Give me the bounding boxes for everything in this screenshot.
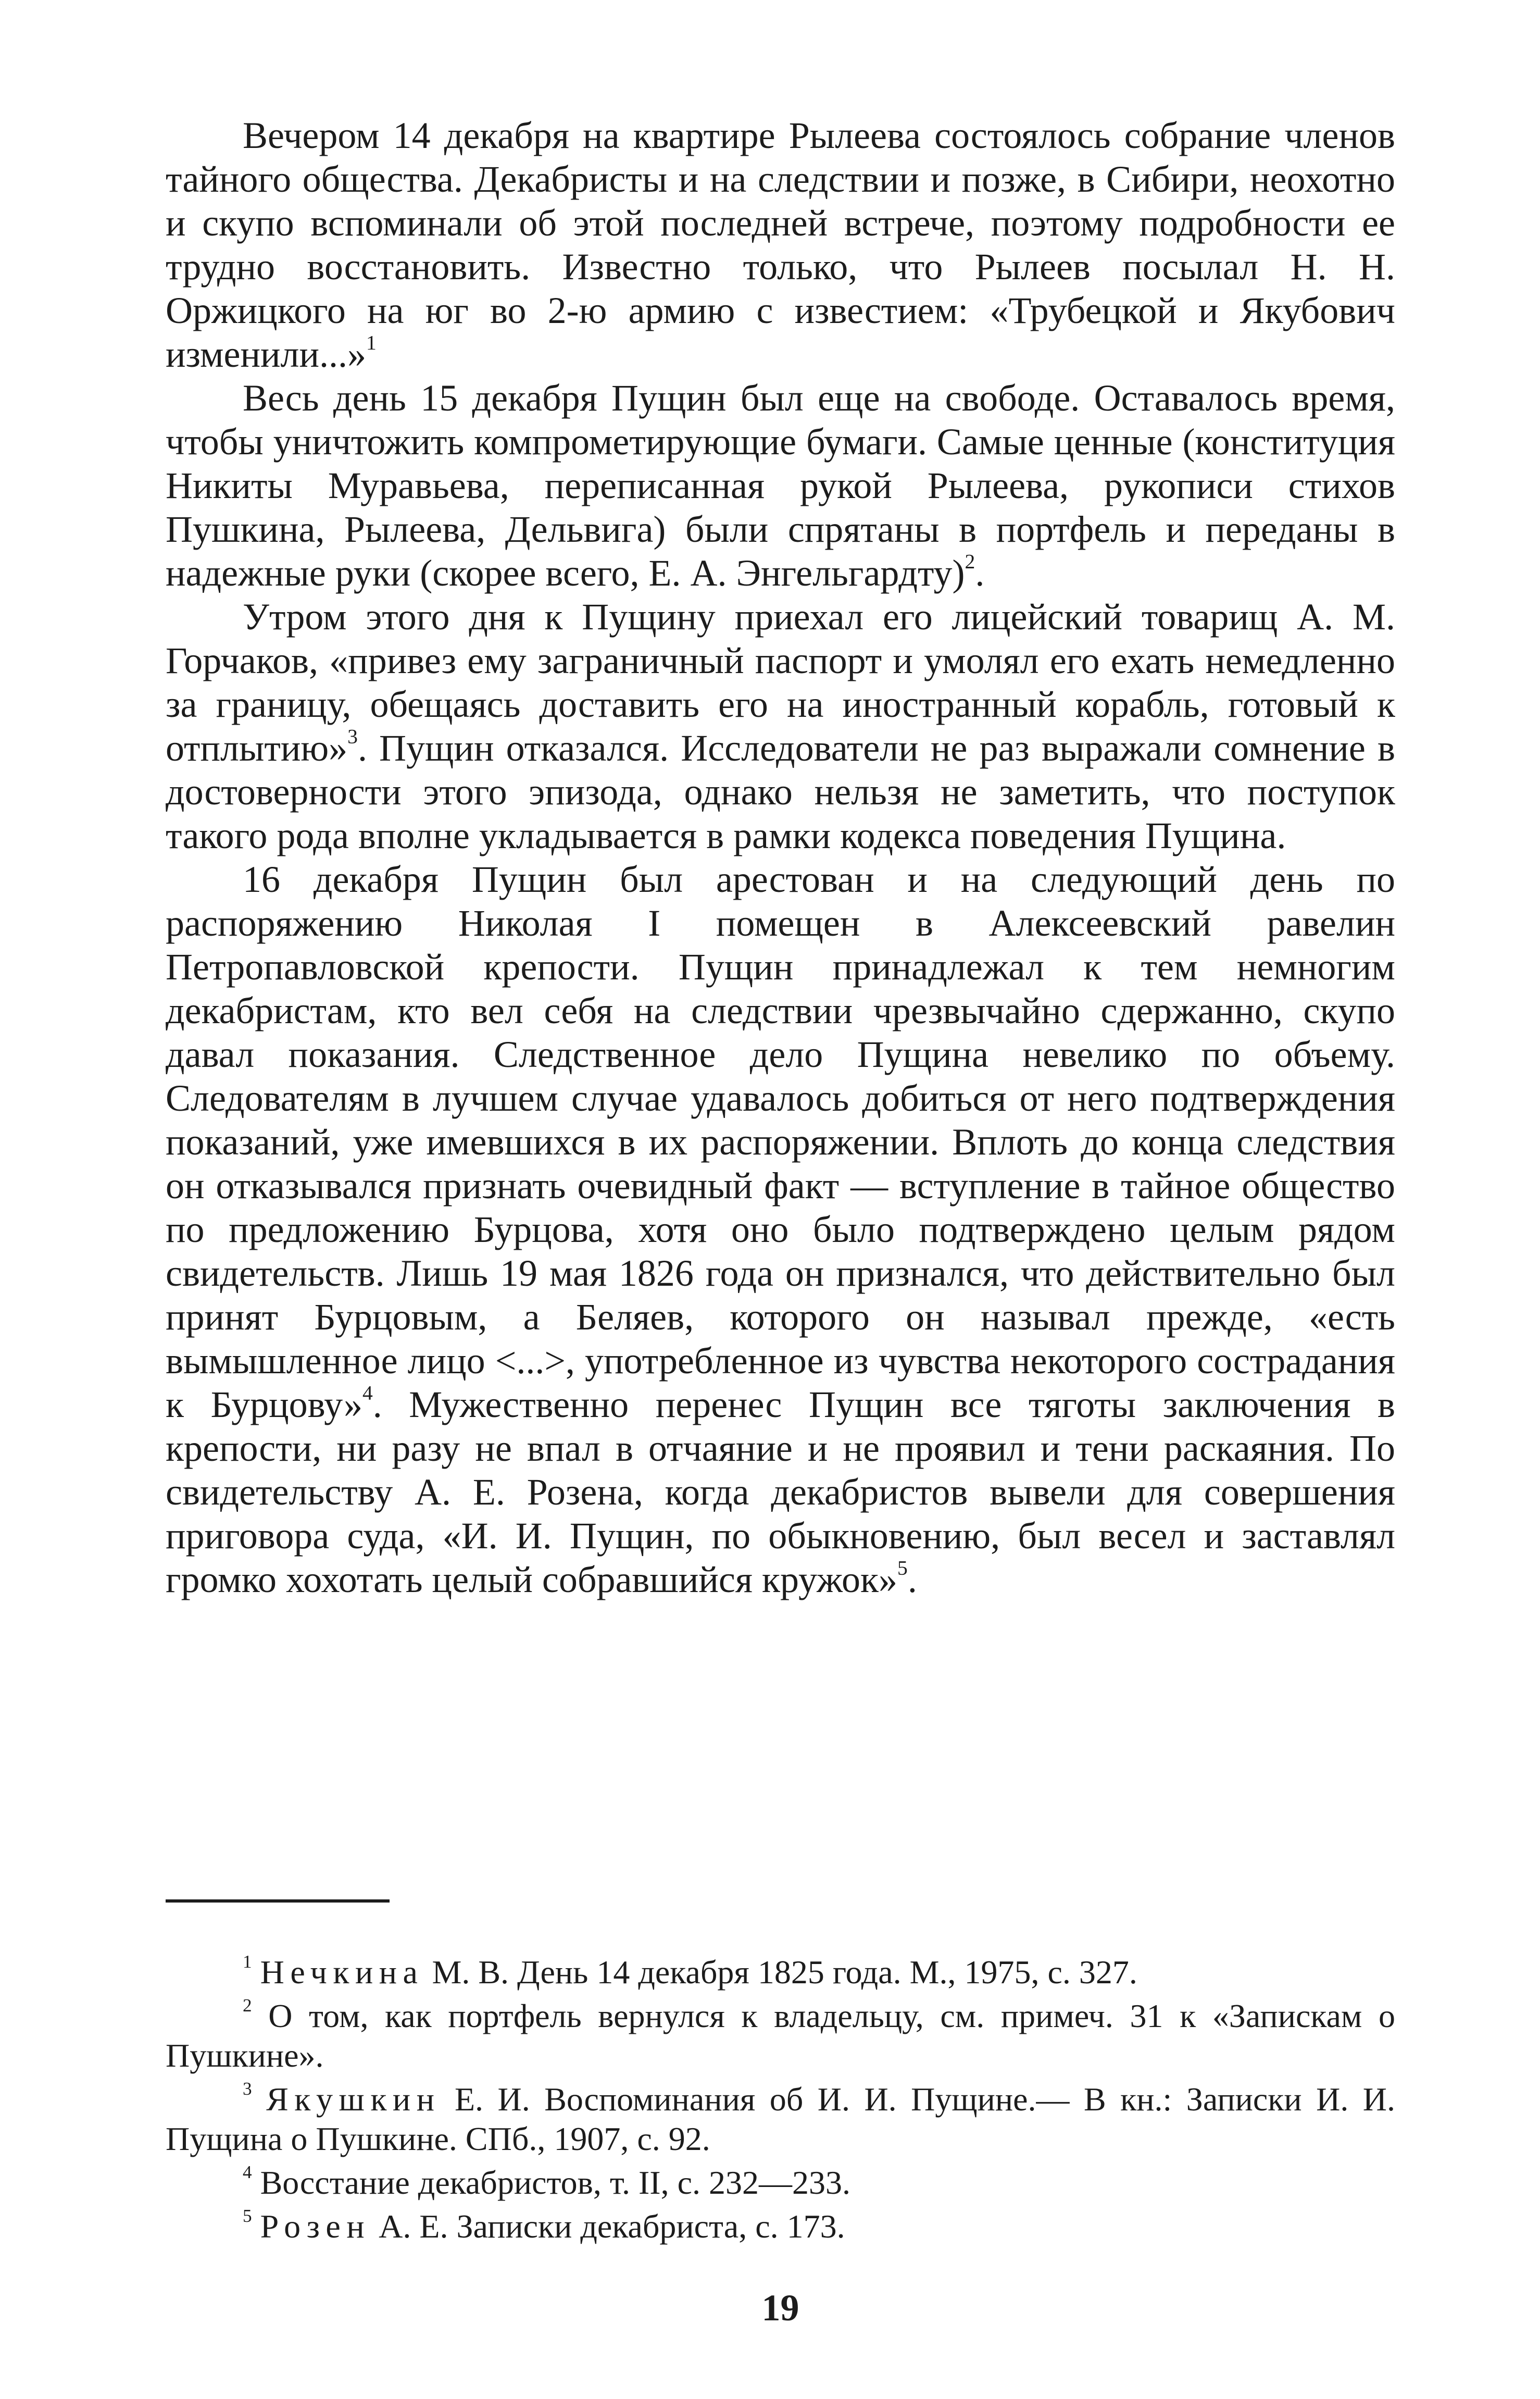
footnote-ref-4: 4: [362, 1381, 373, 1404]
footnote-ref-3: 3: [347, 725, 358, 748]
footnote-ref-5: 5: [897, 1556, 908, 1580]
footnotes: [166, 1953, 1395, 2251]
footnote-separator: [166, 1899, 390, 1903]
page-number: 19: [761, 2287, 799, 2329]
footnote-ref-1: 1: [366, 331, 377, 354]
footnote-5: $^5$ Розен А. Е. Записки декабриста, с. 173.: [243, 2206, 845, 2245]
paragraph-3: Утром этого дня к Пущину приехал его лицейский товарищ А. М. Горчаков, «привез ему заграничный паспорт и умолял его ехать немедленно за границу, обещаясь доставить его на иностранный корабль, готовый к отплытию»$^3$. Пущин отказался. Исследователи не раз выражали сомнение в достоверности этого эпизода, однако нельзя не заметить, что поступок такого рода вполне укладывается в рамки кодекса поведения Пущина.: [166, 596, 1395, 856]
footnote-4: $^4$ Восстание декабристов, т. II, с. 232—233.: [243, 2162, 850, 2201]
footnote-3: $^3$ Якушкин Е. И. Воспоминания об И. И. Пущине.— В кн.: Записки И. И. Пущина о Пушкине. СПб., 1907, с. 92.: [166, 2079, 1396, 2157]
footnote-1: $^1$ Нечкина М. В. День 14 декабря 1825 года. М., 1975, с. 327.: [243, 1951, 1137, 1991]
footnote-author: Розен: [260, 2208, 371, 2245]
footnote-author: Якушкин: [266, 2081, 441, 2118]
book-page: [166, 114, 1396, 2329]
paragraph-2: Весь день 15 декабря Пущин был еще на свободе. Оставалось время, чтобы уничтожить компрометирующие бумаги. Самые ценные (конституция Никиты Муравьева, переписанная рукой Рылеева, рукописи стихов Пушкина, Рылеева, Дельвига) были спрятаны в портфель и переданы в надежные руки (скорее всего, Е. А. Энгельгардту)$^2$.: [166, 377, 1395, 594]
footnote-2: $^2$ О том, как портфель вернулся к владельцу, см. примеч. 31 к «Запискам о Пушкине».: [166, 1995, 1396, 2074]
paragraph-4: 16 декабря Пущин был арестован и на следующий день по распоряжению Николая I помещен в Алексеевский равелин Петропавловской крепости. Пущин принадлежал к тем немногим декабристам, кто вел себя на следствии чрезвычайно сдержанно, скупо давал показания. Следственное дело Пущина невелико по объему. Следователям в лучшем случае удавалось добиться от него подтверждения показаний, уже имевшихся в их распоряжении. Вплоть до конца следствия он отказывался признать очевидный факт — вступление в тайное общество по предложению Бурцова, хотя оно было подтверждено целым рядом свидетельств. Лишь 19 мая 1826 года он признался, что действительно был принят Бурцовым, а Беляев, которого он называл прежде, «есть вымышленное лицо <...>, употребленное из чувства некоторого сострадания к Бурцову»$^4$. Мужественно перенес Пущин все тяготы заключения в крепости, ни разу не впал в отчаяние и не проявил и тени раскаяния. По свидетельству А. Е. Розена, когда декабристов вывели для совершения приговора суда, «И. И. Пущин, по обыкновению, был весел и заставлял громко хохотать целый собравшийся кружок»$^5$.: [166, 859, 1395, 1600]
main-text: [166, 114, 1395, 1874]
footnote-ref-2: 2: [965, 550, 975, 573]
footnote-author: Нечкина: [260, 1954, 424, 1991]
paragraph-1: Вечером 14 декабря на квартире Рылеева состоялось собрание членов тайного общества. Декабристы и на следствии и позже, в Сибири, неохотно и скупо вспоминали об этой последней встрече, поэтому подробности ее трудно восстановить. Известно только, что Рылеев посылал Н. Н. Оржицкого на юг во 2-ю армию с известием: «Трубецкой и Якубович изменили...»$^1$: [166, 115, 1395, 375]
